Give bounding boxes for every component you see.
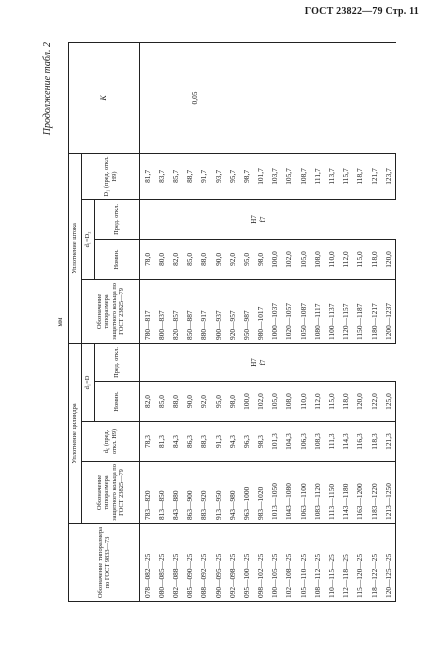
- cyl-d6-cell: 118,3: [367, 422, 381, 462]
- header-cyl-ring: Обозначение типоразмера защитного кольца по ГОСТ 23825—79: [82, 462, 140, 524]
- designation-cell: 118—122—25: [367, 524, 381, 602]
- cyl-ring-cell: 883—920: [197, 462, 211, 524]
- rod-d1-cell: 85,7: [168, 153, 182, 199]
- header-designation: Обозначение типоразмера по ГОСТ 9833—73: [69, 524, 140, 602]
- cyl-ring-cell: 1043—1080: [282, 462, 296, 524]
- header-cyl-sub: d₁=D: [82, 343, 95, 421]
- cyl-ring-cell: 813—850: [154, 462, 168, 524]
- rod-ring-cell: 1050—1087: [296, 279, 310, 343]
- rod-d1-cell: 81,7: [140, 153, 155, 199]
- rod-nom-cell: 95,0: [239, 239, 253, 279]
- designation-cell: 095—100—25: [239, 524, 253, 602]
- cyl-ring-cell: 913—950: [211, 462, 225, 524]
- rod-fit-top: H7: [250, 215, 258, 224]
- table-row: [140, 43, 155, 602]
- rod-ring-cell: 900—937: [211, 279, 225, 343]
- cyl-d6-cell: 78,3: [140, 422, 155, 462]
- rod-ring-cell: 880—917: [197, 279, 211, 343]
- header-cyl-d6: d₆ (пред. откл. H9): [82, 422, 140, 462]
- cyl-ring-cell: 1013—1050: [268, 462, 282, 524]
- designation-cell: 112—118—25: [339, 524, 353, 602]
- designation-cell: 092—098—25: [225, 524, 239, 602]
- rod-ring-cell: 950—987: [239, 279, 253, 343]
- rod-nom-cell: 118,0: [367, 239, 381, 279]
- header-cylinder-group: Уплотнение цилиндра: [69, 343, 82, 523]
- cyl-d6-cell: 116,3: [353, 422, 367, 462]
- cyl-d6-cell: 106,3: [296, 422, 310, 462]
- cyl-nom-cell: 108,0: [282, 382, 296, 422]
- designation-cell: 108—112—25: [310, 524, 324, 602]
- rod-nom-cell: 110,0: [324, 239, 338, 279]
- rod-d1-cell: 88,7: [183, 153, 197, 199]
- rod-nom-cell: 98,0: [254, 239, 268, 279]
- designation-cell: 090—095—25: [211, 524, 225, 602]
- designation-cell: 120—125—25: [381, 524, 396, 602]
- k-value-cell: 0,05: [140, 43, 396, 154]
- cyl-d6-cell: 104,3: [282, 422, 296, 462]
- cyl-fit-cell: [140, 343, 396, 381]
- cyl-ring-cell: 1143—1180: [339, 462, 353, 524]
- rotated-table-block: [42, 42, 394, 602]
- cyl-nom-cell: 110,0: [296, 382, 310, 422]
- rod-nom-cell: 80,0: [154, 239, 168, 279]
- rod-ring-cell: 980—1017: [254, 279, 268, 343]
- cyl-nom-cell: 85,0: [154, 382, 168, 422]
- designation-cell: 110—115—25: [324, 524, 338, 602]
- header-rod-group: Уплотнение штока: [69, 153, 82, 343]
- rod-ring-cell: 850—887: [183, 279, 197, 343]
- rod-ring-cell: 1120—1157: [339, 279, 353, 343]
- rod-d1-cell: 113,7: [324, 153, 338, 199]
- designation-cell: 098—102—25: [254, 524, 268, 602]
- rod-nom-cell: 82,0: [168, 239, 182, 279]
- cyl-nom-cell: 112,0: [310, 382, 324, 422]
- rod-nom-cell: 105,0: [296, 239, 310, 279]
- rod-nom-cell: 85,0: [183, 239, 197, 279]
- cyl-nom-cell: 118,0: [339, 382, 353, 422]
- cyl-nom-cell: 122,0: [367, 382, 381, 422]
- cyl-d6-cell: 84,3: [168, 422, 182, 462]
- rod-d1-cell: 83,7: [154, 153, 168, 199]
- rod-nom-cell: 120,0: [381, 239, 396, 279]
- cyl-d6-cell: 108,3: [310, 422, 324, 462]
- cyl-d6-cell: 121,3: [381, 422, 396, 462]
- table-body: [140, 43, 396, 602]
- cyl-nom-cell: 98,0: [225, 382, 239, 422]
- header-rod-ring: Обозначение типоразмера защитного кольца по ГОСТ 23825—79: [82, 279, 140, 343]
- designation-cell: 085—090—25: [183, 524, 197, 602]
- cyl-ring-cell: 1163—1200: [353, 462, 367, 524]
- cyl-nom-cell: 90,0: [183, 382, 197, 422]
- rod-d1-cell: 93,7: [211, 153, 225, 199]
- header-rod-d1: D₁ (пред. откл. H9): [82, 153, 140, 199]
- header-rod-dev: Пред. откл.: [95, 199, 140, 239]
- rod-nom-cell: 78,0: [140, 239, 155, 279]
- cyl-ring-cell: 963—1000: [239, 462, 253, 524]
- cyl-d6-cell: 88,3: [197, 422, 211, 462]
- cyl-ring-cell: 1083—1120: [310, 462, 324, 524]
- continuation-label: Продолжение табл. 2: [42, 42, 53, 136]
- cyl-d6-cell: 114,3: [339, 422, 353, 462]
- rod-ring-cell: 1180—1217: [367, 279, 381, 343]
- cyl-fit-bottom: f7: [259, 359, 268, 366]
- cyl-d6-cell: 86,3: [183, 422, 197, 462]
- cyl-nom-cell: 102,0: [254, 382, 268, 422]
- designation-cell: 105—110—25: [296, 524, 310, 602]
- rod-d1-cell: 91,7: [197, 153, 211, 199]
- cyl-nom-cell: 120,0: [353, 382, 367, 422]
- rod-d1-cell: 98,7: [239, 153, 253, 199]
- rod-d1-cell: 108,7: [296, 153, 310, 199]
- rod-ring-cell: 1080—1117: [310, 279, 324, 343]
- rod-ring-cell: 1100—1137: [324, 279, 338, 343]
- rod-nom-cell: 115,0: [353, 239, 367, 279]
- designation-cell: 078—082—25: [140, 524, 155, 602]
- designation-cell: 102—108—25: [282, 524, 296, 602]
- cyl-nom-cell: 82,0: [140, 382, 155, 422]
- rod-ring-cell: 800—837: [154, 279, 168, 343]
- cyl-ring-cell: 843—880: [168, 462, 182, 524]
- rod-d1-cell: 105,7: [282, 153, 296, 199]
- rod-ring-cell: 1150—1187: [353, 279, 367, 343]
- unit-label: мм: [56, 317, 64, 327]
- cyl-d6-cell: 101,3: [268, 422, 282, 462]
- cyl-d6-cell: 111,3: [324, 422, 338, 462]
- cyl-nom-cell: 100,0: [239, 382, 253, 422]
- designation-cell: 088—092—25: [197, 524, 211, 602]
- cyl-ring-cell: 1113—1150: [324, 462, 338, 524]
- rod-nom-cell: 90,0: [211, 239, 225, 279]
- rod-d1-cell: 95,7: [225, 153, 239, 199]
- header-cyl-dev: Пред. откл.: [95, 343, 140, 381]
- rod-nom-cell: 108,0: [310, 239, 324, 279]
- cyl-nom-cell: 88,0: [168, 382, 182, 422]
- rod-d1-cell: 115,7: [339, 153, 353, 199]
- rod-d1-cell: 111,7: [310, 153, 324, 199]
- cyl-nom-cell: 105,0: [268, 382, 282, 422]
- rod-d1-cell: 123,7: [381, 153, 396, 199]
- data-table: [68, 42, 396, 602]
- cyl-d6-cell: 96,3: [239, 422, 253, 462]
- cyl-ring-cell: 983—1020: [254, 462, 268, 524]
- cyl-ring-cell: 1063—1100: [296, 462, 310, 524]
- rod-d1-cell: 103,7: [268, 153, 282, 199]
- rod-nom-cell: 88,0: [197, 239, 211, 279]
- cyl-ring-cell: 943—980: [225, 462, 239, 524]
- rod-ring-cell: 820—857: [168, 279, 182, 343]
- cyl-nom-cell: 92,0: [197, 382, 211, 422]
- designation-cell: 115—120—25: [353, 524, 367, 602]
- cyl-d6-cell: 81,3: [154, 422, 168, 462]
- rod-nom-cell: 102,0: [282, 239, 296, 279]
- rod-d1-cell: 118,7: [353, 153, 367, 199]
- header-cyl-nom: Номин.: [95, 382, 140, 422]
- cyl-nom-cell: 125,0: [381, 382, 396, 422]
- cyl-ring-cell: 783—820: [140, 462, 155, 524]
- rod-nom-cell: 100,0: [268, 239, 282, 279]
- rod-nom-cell: 112,0: [339, 239, 353, 279]
- cyl-fit-top: H7: [250, 358, 258, 367]
- rod-ring-cell: 780—817: [140, 279, 155, 343]
- rod-ring-cell: 1020—1057: [282, 279, 296, 343]
- cyl-nom-cell: 95,0: [211, 382, 225, 422]
- header-k: K: [69, 43, 140, 154]
- cyl-ring-cell: 1183—1220: [367, 462, 381, 524]
- page-header: ГОСТ 23822—79 Стр. 11: [304, 6, 419, 17]
- designation-cell: 082—088—25: [168, 524, 182, 602]
- designation-cell: 100—105—25: [268, 524, 282, 602]
- cyl-ring-cell: 863—900: [183, 462, 197, 524]
- designation-cell: 080—085—25: [154, 524, 168, 602]
- rod-nom-cell: 92,0: [225, 239, 239, 279]
- cyl-nom-cell: 115,0: [324, 382, 338, 422]
- rod-ring-cell: 920—957: [225, 279, 239, 343]
- header-rod-sub: d₁=D₂: [82, 199, 95, 279]
- rod-fit-bottom: f7: [259, 216, 268, 223]
- header-rod-nom: Номин.: [95, 239, 140, 279]
- rod-ring-cell: 1200—1237: [381, 279, 396, 343]
- cyl-ring-cell: 1213—1250: [381, 462, 396, 524]
- cyl-d6-cell: 98,3: [254, 422, 268, 462]
- rod-ring-cell: 1000—1037: [268, 279, 282, 343]
- rod-d1-cell: 121,7: [367, 153, 381, 199]
- cyl-d6-cell: 94,3: [225, 422, 239, 462]
- rod-fit-cell: [140, 199, 396, 239]
- cyl-d6-cell: 91,3: [211, 422, 225, 462]
- rod-d1-cell: 101,7: [254, 153, 268, 199]
